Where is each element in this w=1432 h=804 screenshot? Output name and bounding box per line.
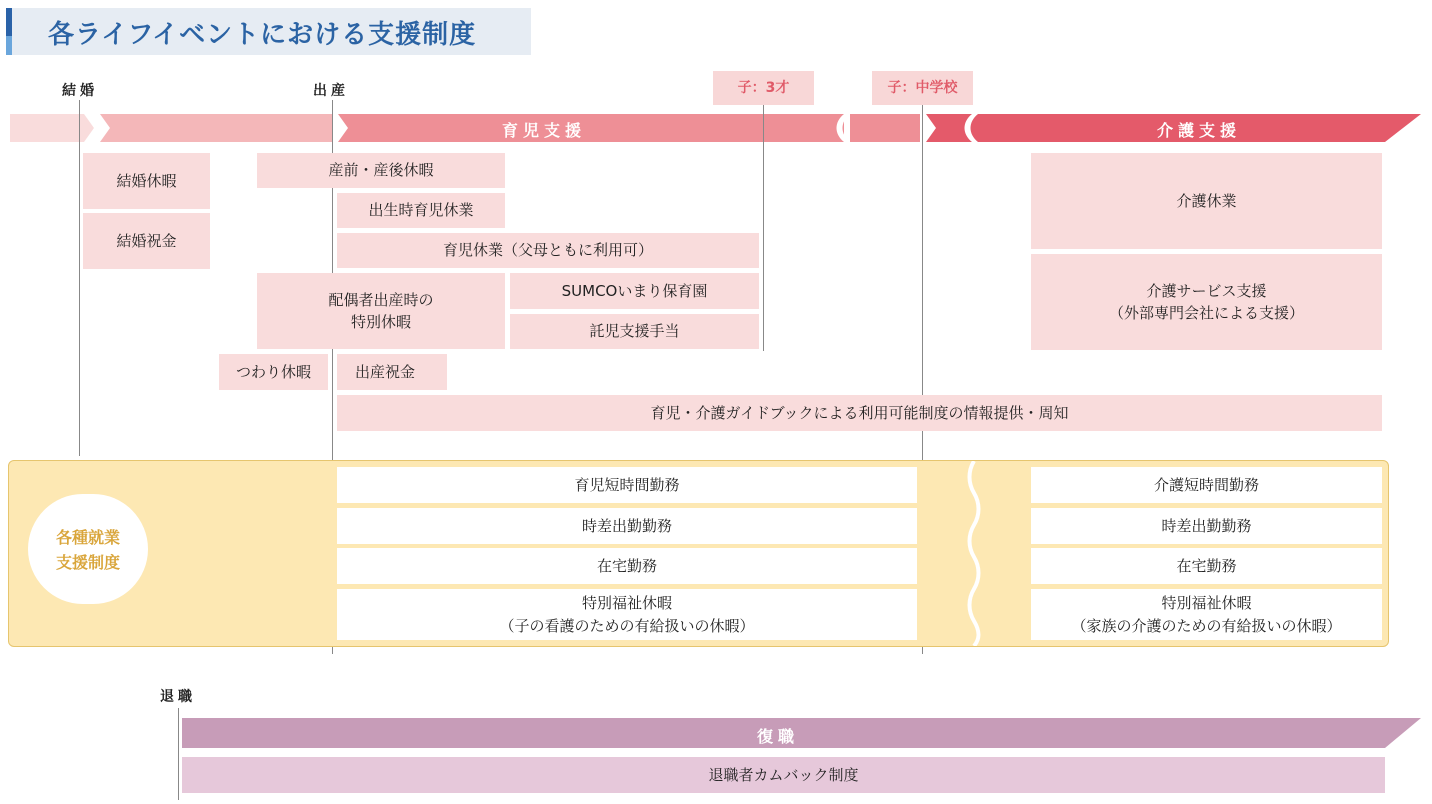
work-panel-break-mark	[960, 461, 990, 646]
timeline-segment-childcare-cont	[850, 114, 920, 142]
nursing-staggered-hours-box: 時差出勤勤務	[1031, 508, 1382, 544]
nursing-special-leave-box: 特別福祉休暇 （家族の介護のための有給扱いの休暇）	[1031, 589, 1382, 640]
childcare-short-hours-box: 育児短時間勤務	[337, 467, 917, 503]
morning-sickness-leave-box: つわり休暇	[219, 354, 328, 390]
return-bar	[0, 718, 1432, 750]
childcare-staggered-hours-box: 時差出勤勤務	[337, 508, 917, 544]
birth-gift-box: 出産祝金	[337, 354, 447, 390]
nursing-short-hours-box: 介護短時間勤務	[1031, 467, 1382, 503]
milestone-age3: 子：3才	[713, 71, 814, 105]
return-label: 復職	[757, 727, 800, 746]
page-title: 各ライフイベントにおける支援制度	[48, 20, 477, 50]
childcare-remote-work-box: 在宅勤務	[337, 548, 917, 584]
guidebook-box: 育児・介護ガイドブックによる利用可能制度の情報提供・周知	[337, 395, 1382, 431]
marriage-leave-box: 結婚休暇	[83, 153, 210, 209]
comeback-program-box: 退職者カムバック制度	[182, 757, 1385, 793]
parental-leave-box: 育児休業（父母ともに利用可）	[337, 233, 759, 268]
childcare-support-label: 育児支援	[502, 121, 587, 140]
title-accent-light	[6, 36, 12, 55]
marriage-gift-box: 結婚祝金	[83, 213, 210, 269]
childcare-allowance-box: 託児支援手当	[510, 314, 759, 349]
event-marriage: 結婚	[62, 83, 98, 99]
age3-guide-line	[763, 105, 764, 351]
nursing-remote-work-box: 在宅勤務	[1031, 548, 1382, 584]
nursing-support-label: 介護支援	[1157, 121, 1242, 140]
nursing-service-box: 介護サービス支援 （外部専門会社による支援）	[1031, 254, 1382, 350]
work-support-label: 各種就業 支援制度	[55, 528, 120, 572]
event-birth: 出産	[313, 83, 349, 99]
milestone-junior-high: 子：中学校	[872, 71, 973, 105]
marriage-guide-line	[79, 100, 80, 456]
birth-parental-leave-box: 出生時育児休業	[337, 193, 505, 228]
nursing-leave-box: 介護休業	[1031, 153, 1382, 249]
title-accent-dark	[6, 8, 12, 36]
nursery-box: SUMCOいまり保育園	[510, 273, 759, 309]
maternity-leave-box: 産前・産後休暇	[257, 153, 505, 188]
timeline-segment-childcare	[338, 114, 844, 142]
childcare-special-leave-box: 特別福祉休暇 （子の看護のための有給扱いの休暇）	[337, 589, 917, 640]
spouse-birth-leave-box: 配偶者出産時の 特別休暇	[257, 273, 505, 349]
timeline-segment-pre-marriage	[10, 114, 94, 142]
timeline-segment-marriage	[100, 114, 332, 142]
event-retirement: 退職	[160, 689, 196, 705]
